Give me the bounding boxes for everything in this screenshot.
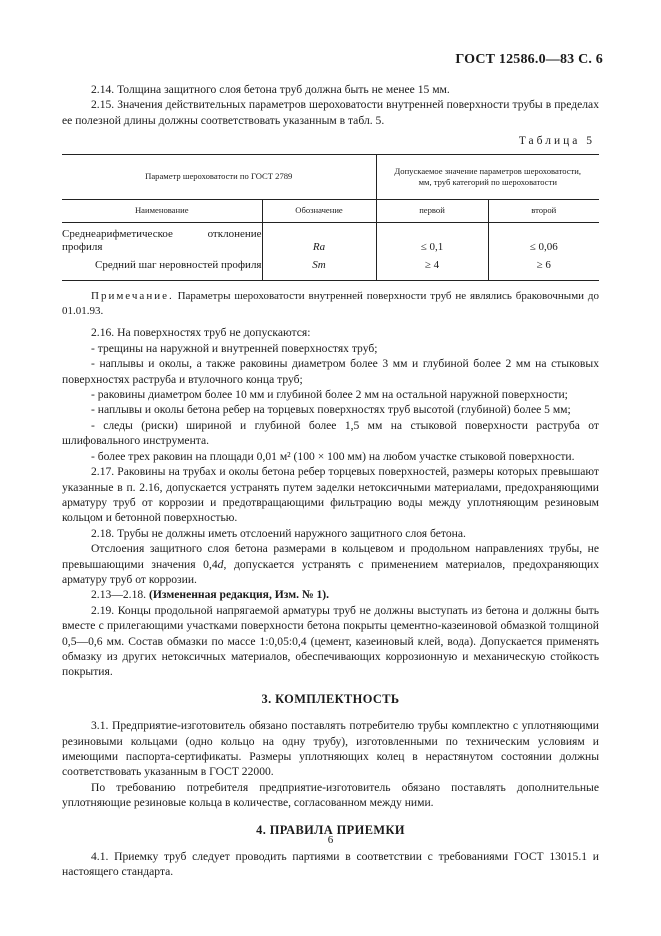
table-head-allowed: Допускаемое значение параметров шероховатости, мм, труб категорий по шероховатости bbox=[376, 154, 599, 199]
table-row bbox=[62, 222, 599, 254]
table-subhead-second: второй bbox=[488, 199, 599, 222]
paragraph-3-1-b: По требованию потребителя предприятие-изготовитель обязано поставлять дополнительные уплотняющие резиновые кольца в количестве, согласованном между ними. bbox=[62, 780, 599, 810]
paragraph-2-18-detail bbox=[62, 541, 599, 587]
detail-text-end: , допускается устранять с применением материалов, предохраняющих арматуру труб от коррозии. bbox=[62, 557, 599, 586]
paragraph-2-14: 2.14. Толщина защитного слоя бетона труб должна быть не менее 15 мм. bbox=[91, 83, 450, 96]
table-cell-first: ≥ 4 bbox=[376, 254, 488, 281]
section-3-title: 3. КОМПЛЕКТНОСТЬ bbox=[261, 691, 400, 706]
table-cell-symbol: Ra bbox=[262, 222, 376, 254]
table-row bbox=[62, 254, 599, 281]
roughness-table bbox=[62, 154, 599, 281]
table-subhead-symbol: Обозначение bbox=[262, 199, 376, 222]
document-body bbox=[62, 82, 599, 880]
list-item: - более трех раковин на площади 0,01 м² (100 × 100 мм) на любом участке стыковой поверхности. bbox=[91, 449, 575, 463]
table-subhead-first: первой bbox=[376, 199, 488, 222]
list-item: - наплывы и околы бетона ребер на торцевых поверхностях труб высотой (глубиной) более 5 мм; bbox=[91, 403, 571, 417]
paragraph-4-1: 4.1. Приемку труб следует проводить партиями в соответствии с требованиями ГОСТ 13015.1 и настоящего стандарта. bbox=[62, 850, 599, 879]
list-item: - раковины диаметром более 10 мм и глубиной более 2 мм на остальной наружной поверхности; bbox=[91, 388, 568, 402]
paragraph-2-17: 2.17. Раковины на трубах и околы бетона ребер торцевых поверхностей, размеры которых превышают указанные в п. 2.16, допускается устранять путем заделки нетоксичными материалами, предохраняющими арматуру труб от коррозии и предотвращающими фильтрацию воды между уплотняющим резиновым кольцом и бетонной поверхностью. bbox=[62, 465, 599, 525]
table-head-row bbox=[62, 154, 599, 199]
paragraph-2-16: 2.16. На поверхностях труб не допускаются: bbox=[91, 326, 311, 340]
amendment-note bbox=[62, 587, 599, 602]
paragraph-2-18: 2.18. Трубы не должны иметь отслоений наружного защитного слоя бетона. bbox=[91, 526, 466, 540]
table-cell-first: ≤ 0,1 bbox=[376, 222, 488, 254]
table-cell-name: Среднеарифметическое отклонение профиля bbox=[62, 227, 262, 253]
table-head-param: Параметр шероховатости по ГОСТ 2789 bbox=[62, 154, 376, 199]
detail-variable: d bbox=[217, 557, 224, 571]
paragraph-3-1: 3.1. Предприятие-изготовитель обязано поставлять потребителю трубы комплектно с уплотняющими резиновыми кольцами (одно кольцо на одну трубу), изготовленными по техническим условиям и имеющими паспорта-сертификаты. Размеры уплотняющих колец в нерастянутом состоянии должны соответствовать указанным в ГОСТ 22000. bbox=[62, 719, 599, 779]
table-cell-name: Средний шаг неровностей профиля bbox=[95, 258, 262, 271]
section-4-title: 4. ПРАВИЛА ПРИЕМКИ bbox=[256, 822, 405, 837]
paragraph-2-15: 2.15. Значения действительных параметров шероховатости внутренней поверхности трубы в пределах ее полезной длины должны соответствовать указанным в табл. 5. bbox=[62, 98, 599, 127]
page-header: ГОСТ 12586.0—83 С. 6 bbox=[455, 52, 603, 67]
list-item: - трещины на наружной и внутренней поверхностях труб; bbox=[91, 341, 378, 355]
table-note bbox=[62, 289, 599, 320]
amendment-text: (Измененная редакция, Изм. № 1). bbox=[148, 588, 330, 602]
list-item: - следы (риски) шириной и глубиной более 1,5 мм на стыковой поверхности раструба от шлифовального инструмента. bbox=[62, 418, 599, 448]
detail-text: Отслоения защитного слоя бетона размерами в кольцевом и продольном направлениях трубы, не превышающими значения 0,4 bbox=[62, 542, 599, 571]
note-label: Примечание. bbox=[91, 289, 174, 302]
page-number: 6 bbox=[327, 834, 334, 846]
note-text: Параметры шероховатости внутренней поверхности труб не являлись браковочными до 01.01.93. bbox=[62, 289, 599, 318]
table-subhead-row bbox=[62, 199, 599, 222]
table-caption: Таблица 5 bbox=[518, 135, 595, 148]
paragraph-2-19: 2.19. Концы продольной напрягаемой арматуры труб не должны выступать из бетона и должны быть вместе с прилегающими участками поверхности бетона покрыты цементно-казеиновой обмазкой толщиной 0,5—0,6 мм. Состав обмазки по массе 1:0,05:0,4 (цемент, казеиновый клей, вода). Допускается применять обмазку из других нетоксичных материалов, обеспечивающих коррозионную и механическую стойкость покрытия. bbox=[62, 603, 599, 679]
table-cell-second: ≤ 0,06 bbox=[488, 222, 599, 254]
amendment-range: 2.13—2.18. bbox=[91, 588, 149, 602]
table-cell-symbol: Sm bbox=[262, 254, 376, 281]
table-cell-second: ≥ 6 bbox=[488, 254, 599, 281]
table-subhead-name: Наименование bbox=[62, 199, 262, 222]
list-item: - наплывы и околы, а также раковины диаметром более 3 мм и глубиной более 2 мм на стыковых поверхностях раструба и втулочного конца труб; bbox=[62, 357, 599, 386]
